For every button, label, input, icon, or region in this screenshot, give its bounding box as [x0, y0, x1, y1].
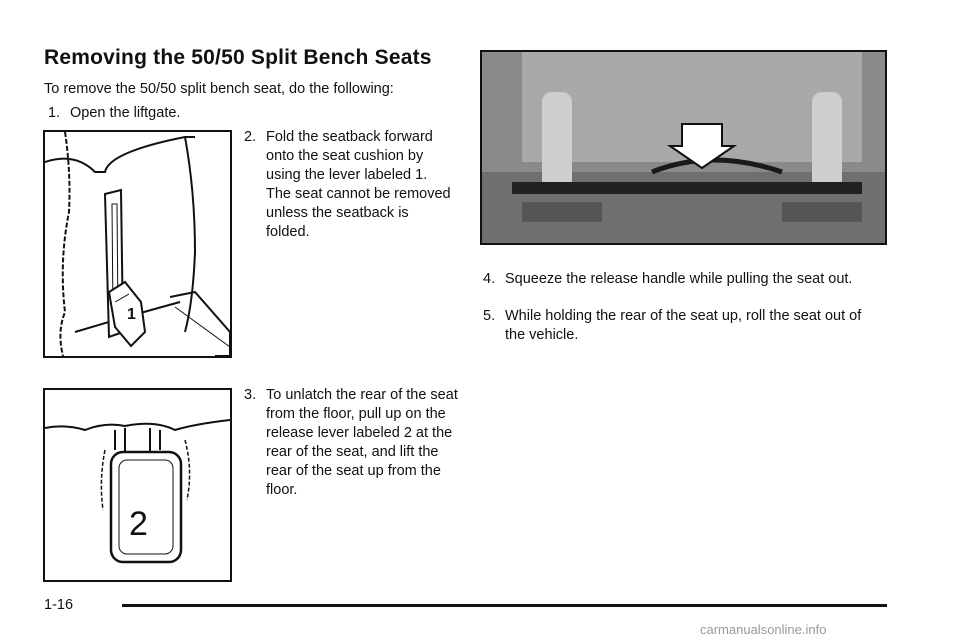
footer-divider: [122, 604, 887, 607]
step-number: 1.: [48, 105, 61, 121]
step-text: Open the liftgate.: [70, 105, 181, 121]
step-number: 4.: [483, 271, 496, 287]
step-text: To unlatch the rear of the seat from the floor, pull up on the release lever labeled 2 at the rear of the seat, and lift the rear of the seat up from the floor.: [266, 387, 458, 498]
page-number: 1-16: [44, 597, 74, 613]
release-lever-illustration: [43, 388, 232, 582]
step-2: [244, 128, 454, 242]
lever-1-label: 1: [127, 306, 136, 323]
step-number: 3.: [244, 387, 257, 403]
seat-latch-photo: [480, 50, 887, 245]
step-3: [244, 386, 460, 500]
seatback-lever-drawing: [45, 132, 230, 356]
page-title: Removing the 50/50 Split Bench Seats: [44, 46, 432, 69]
step-text: While holding the rear of the seat up, roll the seat out of the vehicle.: [505, 308, 862, 343]
step-text: Fold the seatback forward onto the seat cushion by using the lever labeled 1. The seat cannot be removed unless the seatback is folded.: [266, 129, 451, 240]
step-text: Squeeze the release handle while pulling the seat out.: [505, 271, 853, 287]
lever-2-label: 2: [129, 505, 148, 543]
seatback-lever-illustration: [43, 130, 232, 358]
watermark-text: carmanualsonline.info: [700, 622, 827, 637]
intro-text: To remove the 50/50 split bench seat, do the following:: [44, 81, 394, 97]
step-5: [483, 307, 883, 345]
release-lever-drawing: [45, 390, 230, 580]
step-number: 2.: [244, 129, 257, 145]
seat-latch-photo-drawing: [482, 52, 885, 243]
step-number: 5.: [483, 308, 496, 324]
step-4: [483, 270, 883, 289]
step-1: [48, 104, 348, 123]
